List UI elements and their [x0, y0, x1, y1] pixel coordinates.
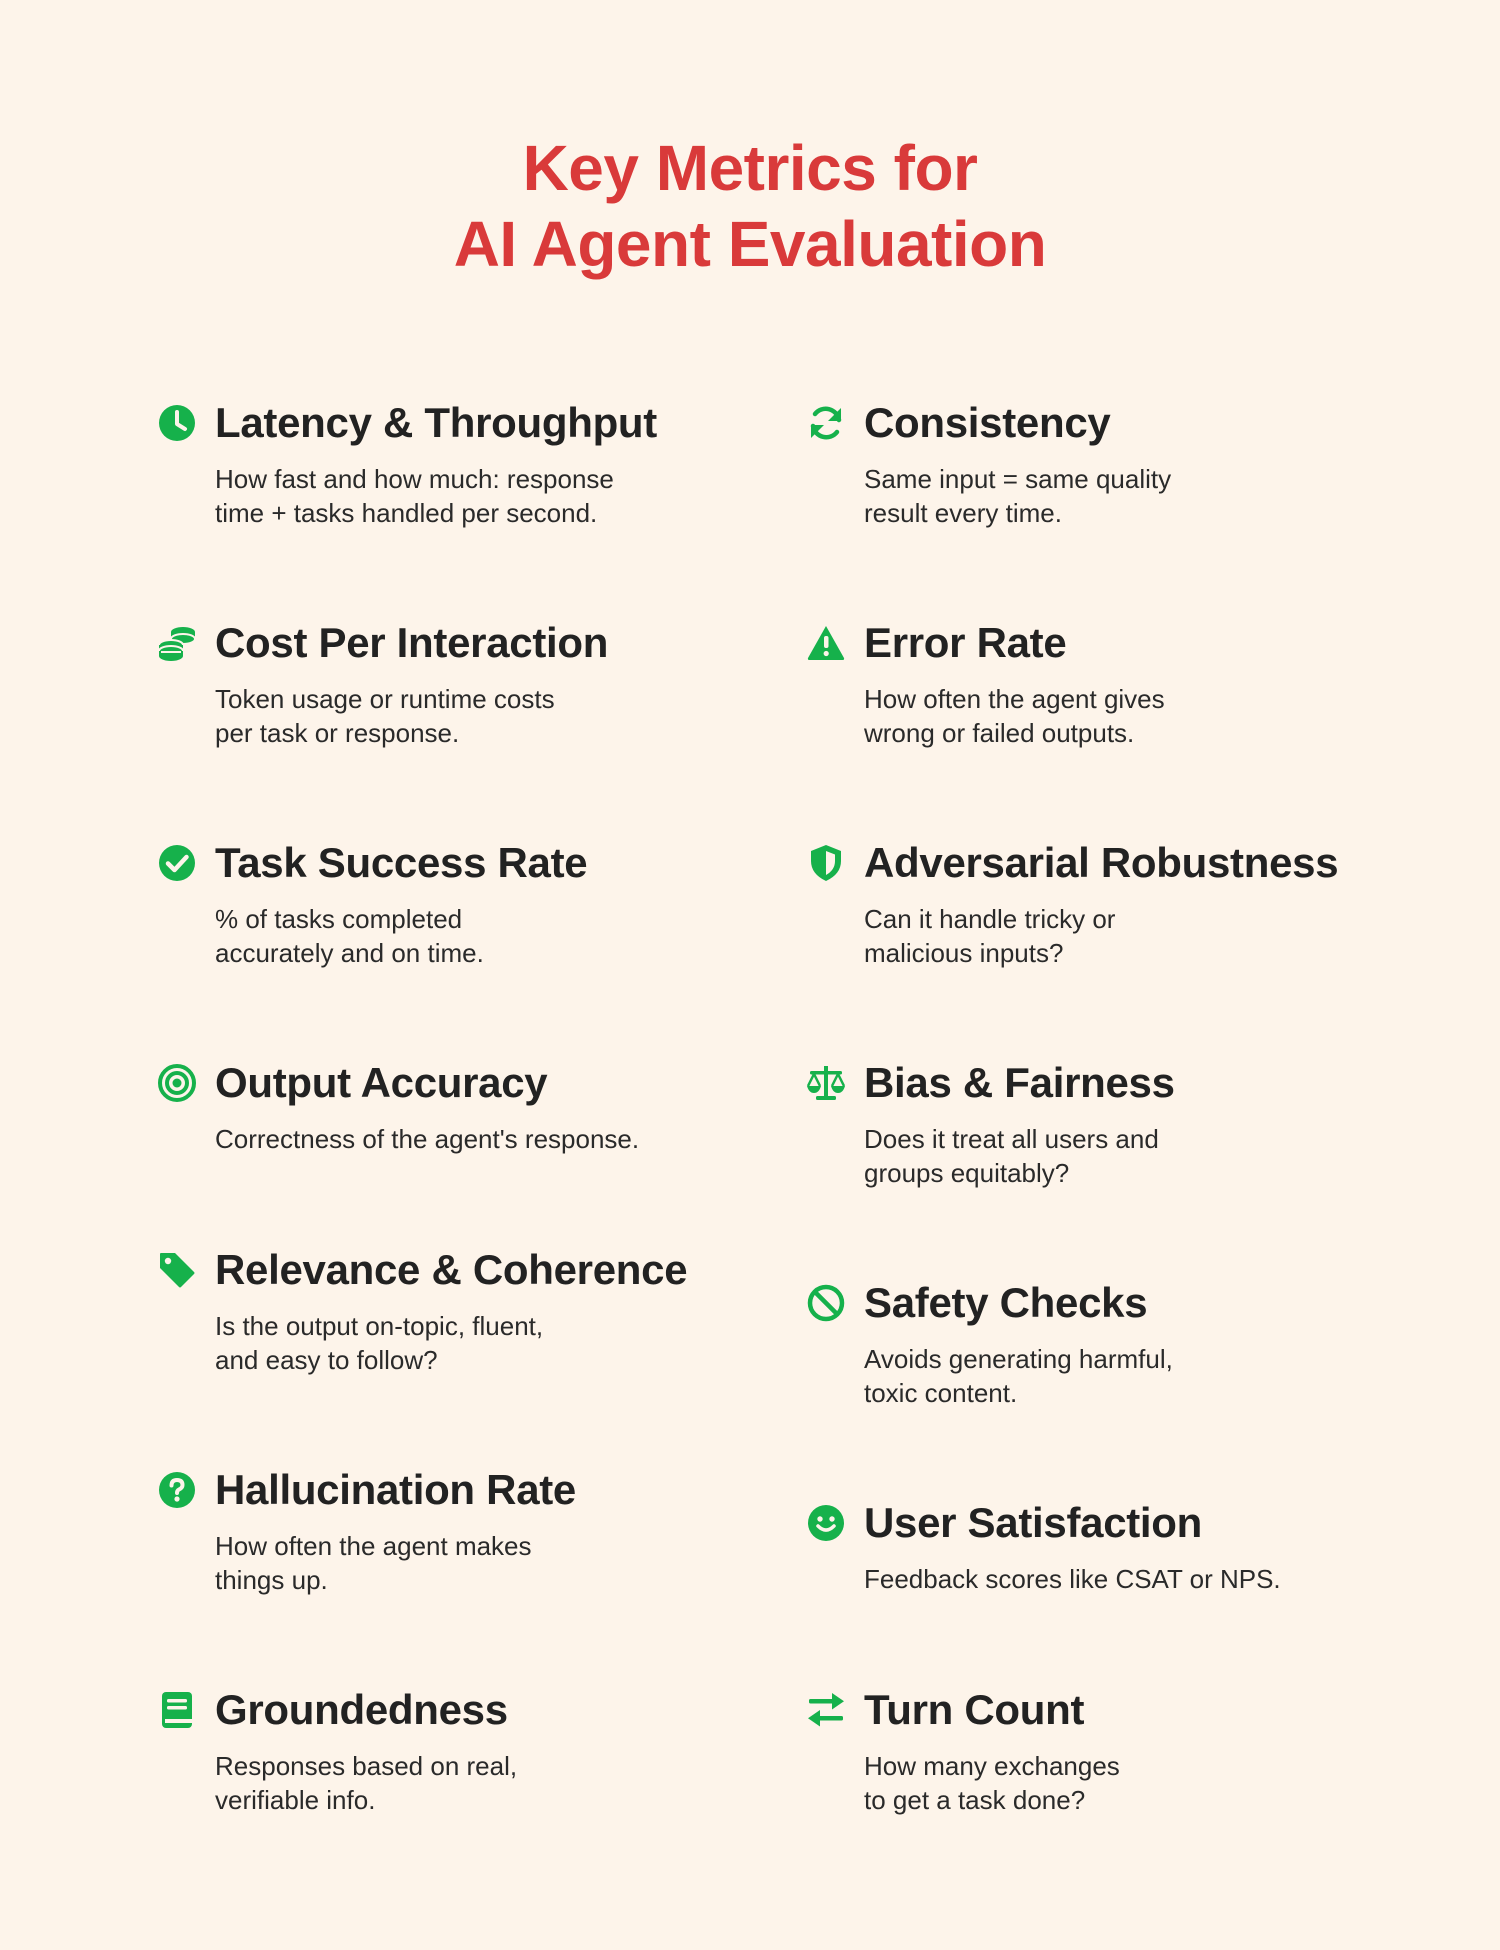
description-line: How fast and how much: response: [215, 464, 614, 494]
description-line: Is the output on-topic, fluent,: [215, 1311, 544, 1341]
metric-title: Relevance & Coherence: [215, 1246, 688, 1293]
metric-title: Task Success Rate: [215, 839, 588, 886]
description-line: Can it handle tricky or: [864, 904, 1116, 934]
metric-title: Adversarial Robustness: [864, 839, 1339, 886]
metric-title: Output Accuracy: [215, 1059, 548, 1106]
description-line: verifiable info.: [215, 1785, 376, 1815]
metric-title: Safety Checks: [864, 1279, 1148, 1326]
description-line: % of tasks completed: [215, 904, 463, 934]
metric-title: Cost Per Interaction: [215, 619, 609, 666]
metric-description: [864, 1342, 1404, 1410]
coins-icon: [157, 623, 197, 663]
metric-description: [864, 682, 1404, 750]
description-line: Feedback scores like CSAT or NPS.: [864, 1564, 1281, 1594]
metric-description: [215, 1529, 755, 1597]
page-title-line-1: Key Metrics for: [522, 132, 978, 204]
description-line: time + tasks handled per second.: [215, 498, 598, 528]
description-line: malicious inputs?: [864, 938, 1064, 968]
description-line: to get a task done?: [864, 1785, 1086, 1815]
question-circle-icon: [157, 1470, 197, 1510]
description-line: accurately and on time.: [215, 938, 484, 968]
description-line: How often the agent gives: [864, 684, 1165, 714]
metric-description: [864, 902, 1404, 970]
description-line: result every time.: [864, 498, 1062, 528]
description-line: groups equitably?: [864, 1158, 1070, 1188]
page-title-line-2: AI Agent Evaluation: [453, 208, 1047, 280]
description-line: Token usage or runtime costs: [215, 684, 555, 714]
tag-icon: [157, 1250, 197, 1290]
description-line: Avoids generating harmful,: [864, 1344, 1173, 1374]
metric-title: Latency & Throughput: [215, 399, 657, 446]
shield-icon: [806, 843, 846, 883]
description-line: things up.: [215, 1565, 328, 1595]
metric-title: Consistency: [864, 399, 1111, 446]
exchange-icon: [806, 1690, 846, 1730]
refresh-icon: [806, 403, 846, 443]
description-line: toxic content.: [864, 1378, 1018, 1408]
metric-description: [864, 1562, 1404, 1596]
metric-title: Turn Count: [864, 1686, 1085, 1733]
description-line: Does it treat all users and: [864, 1124, 1159, 1154]
book-icon: [157, 1690, 197, 1730]
metric-description: [864, 462, 1404, 530]
check-circle-icon: [157, 843, 197, 883]
description-line: per task or response.: [215, 718, 460, 748]
metric-title: Groundedness: [215, 1686, 508, 1733]
metric-description: [215, 462, 755, 530]
metric-description: [864, 1749, 1404, 1817]
target-icon: [157, 1063, 197, 1103]
metric-title: Error Rate: [864, 619, 1067, 666]
clock-icon: [157, 403, 197, 443]
description-line: How many exchanges: [864, 1751, 1120, 1781]
metric-title: Bias & Fairness: [864, 1059, 1175, 1106]
metric-description: [215, 1122, 755, 1156]
scale-icon: [806, 1063, 846, 1103]
metric-title: User Satisfaction: [864, 1499, 1203, 1546]
page-title: [0, 130, 1500, 282]
ban-icon: [806, 1283, 846, 1323]
description-line: How often the agent makes: [215, 1531, 532, 1561]
metric-description: [864, 1122, 1404, 1190]
warning-icon: [806, 623, 846, 663]
metric-description: [215, 682, 755, 750]
metric-description: [215, 902, 755, 970]
description-line: Same input = same quality: [864, 464, 1172, 494]
description-line: and easy to follow?: [215, 1345, 438, 1375]
description-line: Correctness of the agent's response.: [215, 1124, 640, 1154]
description-line: wrong or failed outputs.: [864, 718, 1135, 748]
metric-title: Hallucination Rate: [215, 1466, 576, 1513]
metric-description: [215, 1749, 755, 1817]
metric-description: [215, 1309, 755, 1377]
description-line: Responses based on real,: [215, 1751, 518, 1781]
smile-icon: [806, 1503, 846, 1543]
